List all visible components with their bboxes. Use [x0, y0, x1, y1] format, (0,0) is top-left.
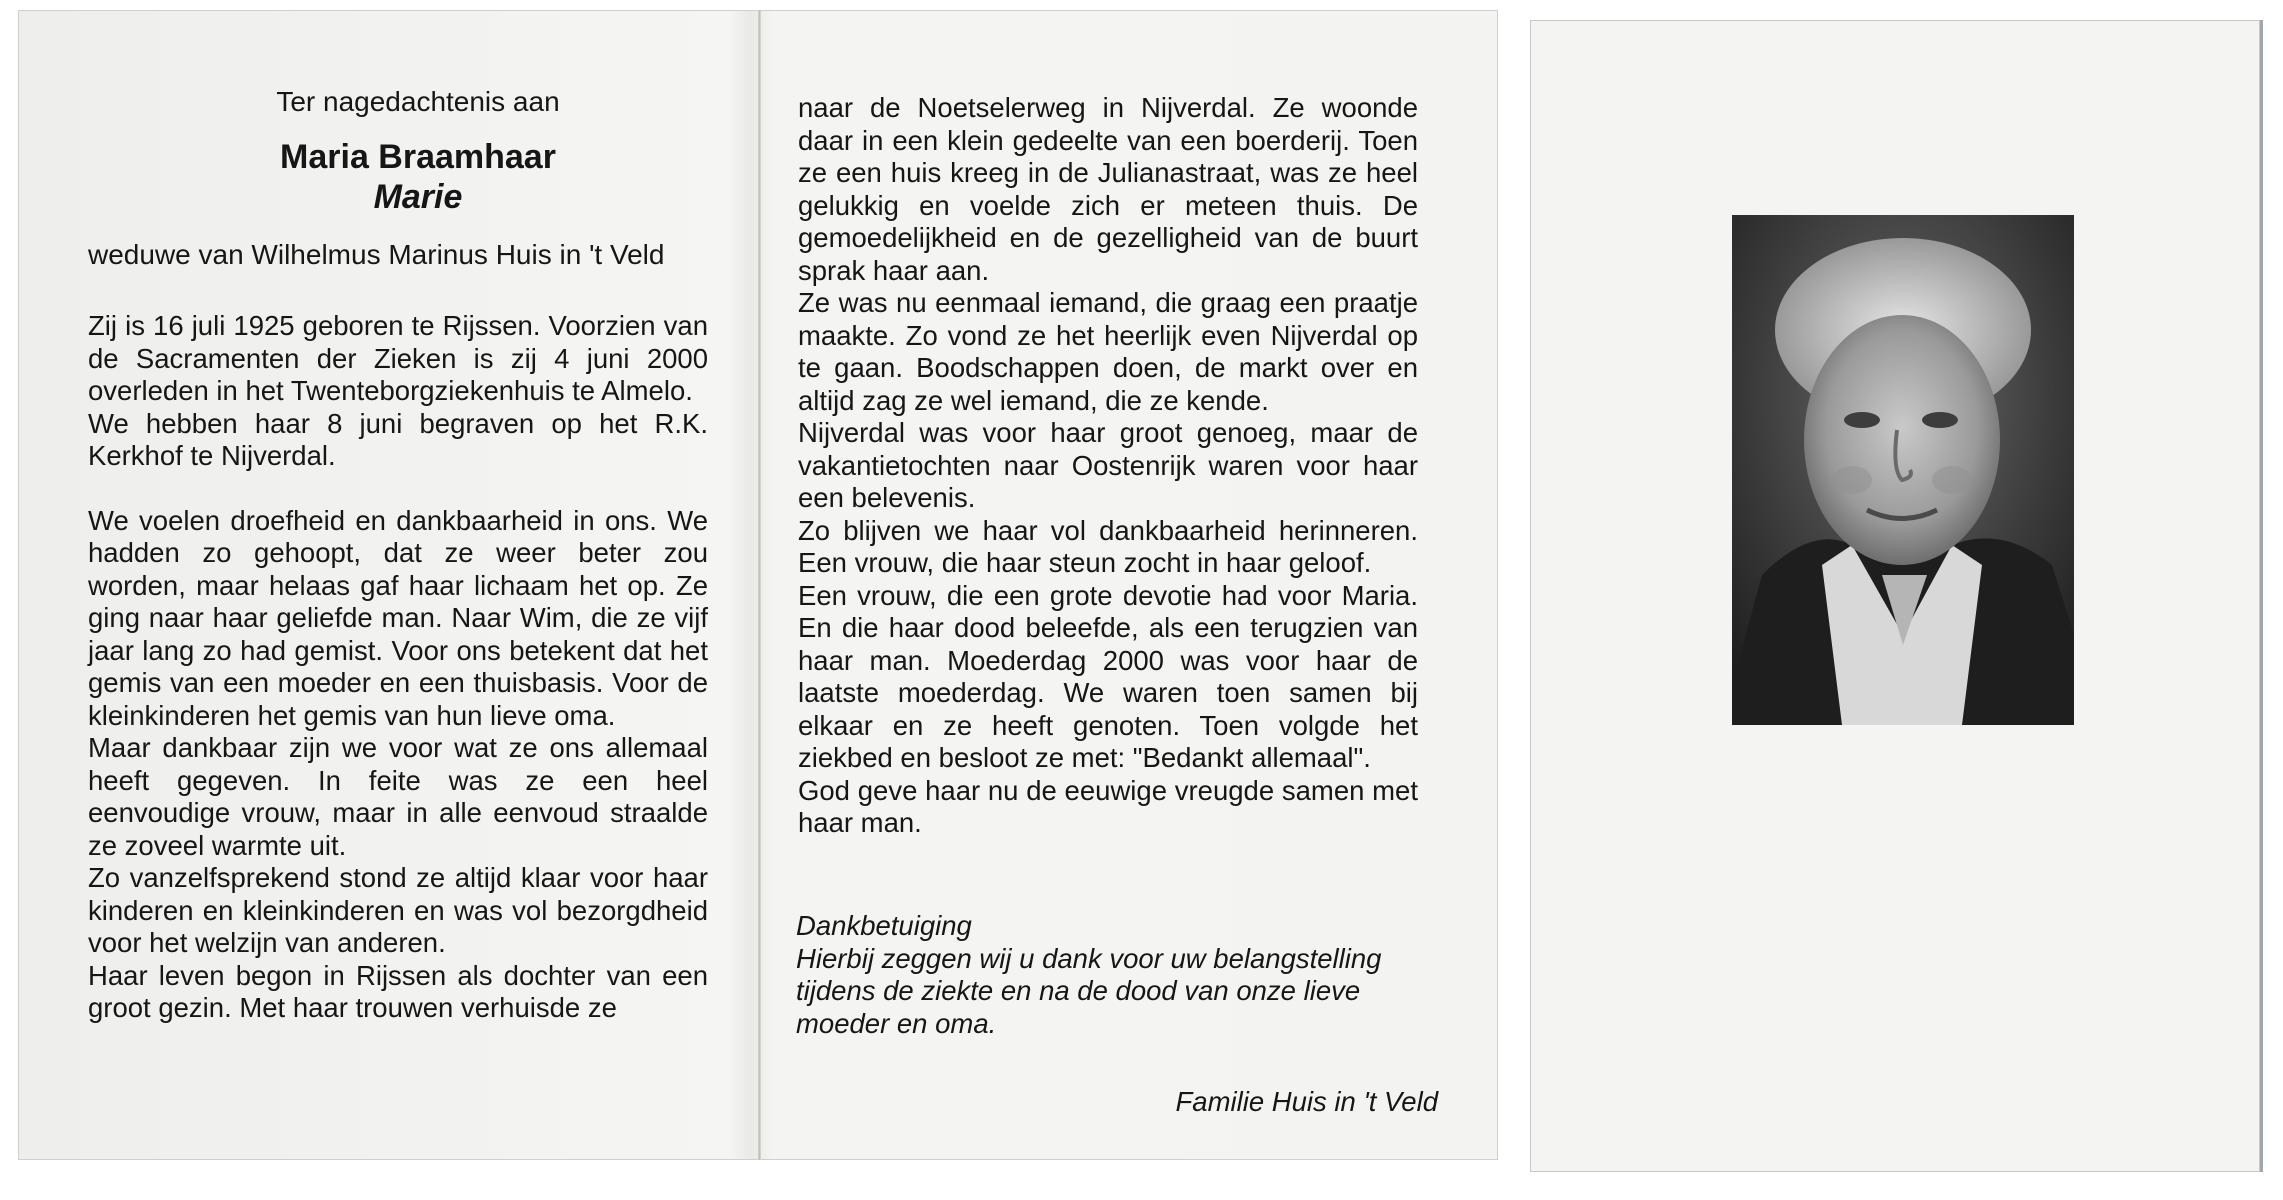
paragraph: Een vrouw, die een grote devotie had voor Maria. En die haar dood beleefde, als een terugzien van haar man. Moederdag 2000 was voor haar de laatste moederdag. We waren toen samen bij elkaar en ze heeft genoten. Toen volgde het ziekbed en besloot ze met: "Bedankt allemaal".: [798, 579, 1418, 773]
card-fold: [758, 10, 761, 1160]
right-column: [798, 92, 1418, 840]
paragraph: Maar dankbaar zijn we voor wat ze ons allemaal heeft gegeven. In feite was ze een heel eenvoudige vrouw, maar in alle eenvoud straalde ze zoveel warmte uit.: [88, 732, 708, 861]
intro-text: Ter nagedachtenis aan: [276, 86, 560, 117]
paragraph: We hebben haar 8 juni begraven op het R.K. Kerkhof te Nijverdal.: [88, 407, 708, 471]
left-column: [88, 310, 708, 1025]
deceased-name: Maria Braamhaar: [280, 138, 556, 176]
memorial-card-inner: [18, 10, 1498, 1160]
portrait-photo: [1732, 215, 2074, 725]
paragraph: Zij is 16 juli 1925 geboren te Rijssen. Voorzien van de Sacramenten der Zieken is zij 4 juni 2000 overleden in het Twenteborgziekenhuis te Almelo.: [88, 310, 708, 406]
paragraph: God geve haar nu de eeuwige vreugde samen met haar man.: [798, 774, 1418, 838]
thanks-block: [796, 910, 1436, 1040]
paragraph: Ze was nu eenmaal iemand, die graag een praatje maakte. Zo vond ze het heerlijk even Nijverdal op te gaan. Boodschappen doen, de markt over en altijd zag ze wel iemand, die ze kende.: [798, 287, 1418, 416]
widow-of-text: weduwe van Wilhelmus Marinus Huis in 't Veld: [88, 239, 665, 270]
thanks-text: Hierbij zeggen wij u dank voor uw belangstelling tijdens de ziekte en na de dood van onze lieve moeder en oma.: [796, 942, 1382, 1039]
paragraph: Haar leven begon in Rijssen als dochter van een groot gezin. Met haar trouwen verhuisde ze: [88, 959, 708, 1023]
thanks-title: Dankbetuiging: [796, 910, 972, 941]
family-signature: Familie Huis in 't Veld: [1175, 1086, 1438, 1117]
deceased-nickname: Marie: [373, 178, 463, 216]
paragraph: Zo vanzelfsprekend stond ze altijd klaar voor haar kinderen en kleinkinderen en was vol bezorgdheid voor het welzijn van anderen.: [88, 862, 708, 958]
paragraph: naar de Noetselerweg in Nijverdal. Ze woonde daar in een klein gedeelte van een boerderij. Toen ze een huis kreeg in de Julianastraat, was ze heel gelukkig en voelde zich er meteen thuis. De gemoedelijkheid en de gezelligheid van de buurt sprak haar aan.: [798, 92, 1418, 286]
paragraph: Nijverdal was voor haar groot genoeg, maar de vakantietochten naar Oostenrijk waren voor haar een belevenis.: [798, 417, 1418, 513]
paragraph: We voelen droefheid en dankbaarheid in ons. We hadden zo gehoopt, dat ze weer beter zou worden, maar helaas gaf haar lichaam het op. Ze ging naar haar geliefde man. Naar Wim, die ze vijf jaar lang zo had gemist. Voor ons betekent dat het gemis van een moeder en een thuisbasis. Voor de kleinkinderen het gemis van hun lieve oma.: [88, 504, 708, 731]
portrait-illustration: [1732, 215, 2074, 725]
paragraph: Zo blijven we haar vol dankbaarheid herinneren. Een vrouw, die haar steun zocht in haar geloof.: [798, 514, 1418, 578]
memorial-card-front: [1530, 20, 2260, 1172]
